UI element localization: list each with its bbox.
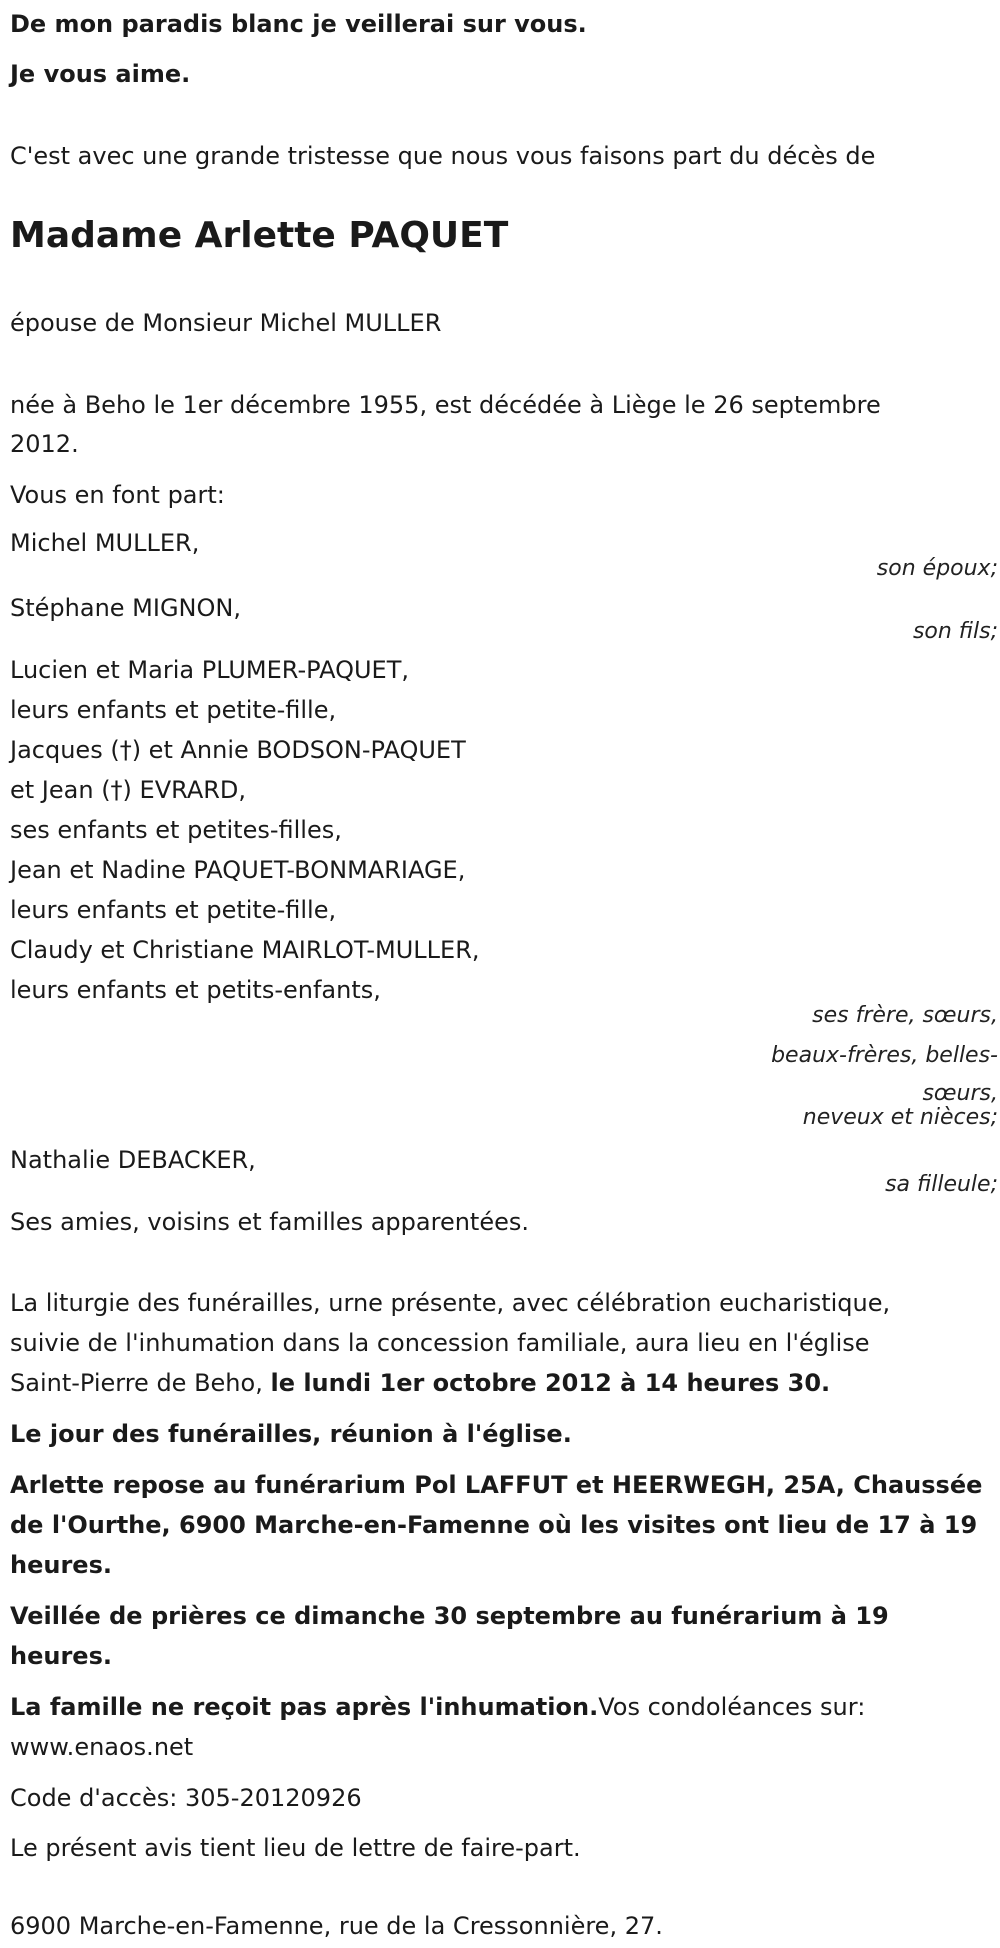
siblings-relation-line-2: beaux-frères, belles- (771, 1043, 998, 1068)
siblings-relation-line-4: neveux et nièces; (802, 1105, 998, 1130)
funeral-location: Saint-Pierre de Beho, (10, 1369, 271, 1397)
sibling-line-3: Jacques (†) et Annie BODSON-PAQUET (10, 736, 466, 764)
condolences-bold: La famille ne reçoit pas après l'inhumation. (10, 1693, 599, 1721)
intro-line-2: Je vous aime. (10, 60, 191, 88)
sibling-line-5: ses enfants et petites-filles, (10, 816, 342, 844)
others-text: Ses amies, voisins et familles apparentées. (10, 1208, 529, 1236)
sibling-line-8: Claudy et Christiane MAIRLOT-MULLER, (10, 936, 480, 964)
sibling-line-4: et Jean (†) EVRARD, (10, 776, 247, 804)
sibling-line-7: leurs enfants et petite-fille, (10, 896, 337, 924)
access-code: Code d'accès: 305-20120926 (10, 1784, 362, 1812)
sibling-line-2: leurs enfants et petite-fille, (10, 696, 337, 724)
goddaughter-name: Nathalie DEBACKER, (10, 1146, 256, 1174)
condolences-line (10, 1687, 865, 1727)
sibling-line-1: Lucien et Maria PLUMER-PAQUET, (10, 656, 410, 684)
husband-name: Michel MULLER, (10, 529, 200, 557)
siblings-relation-line-3: sœurs, (922, 1081, 998, 1106)
spouse-text: épouse de Monsieur Michel MULLER (10, 309, 442, 337)
birth-death-line-2: 2012. (10, 430, 79, 458)
vigil-line-1: Veillée de prières ce dimanche 30 septembre au funérarium à 19 (10, 1602, 889, 1630)
address-text: 6900 Marche-en-Famenne, rue de la Cressonnière, 27. (10, 1912, 663, 1940)
repose-line-2: de l'Ourthe, 6900 Marche-en-Famenne où les visites ont lieu de 17 à 19 (10, 1511, 978, 1539)
funeral-line-1: La liturgie des funérailles, urne présente, avec célébration eucharistique, (10, 1289, 891, 1317)
deceased-name: Madame Arlette PAQUET (10, 215, 509, 256)
notice-text: Le présent avis tient lieu de lettre de faire-part. (10, 1834, 581, 1862)
meeting-text: Le jour des funérailles, réunion à l'église. (10, 1420, 572, 1448)
intro-line-1: De mon paradis blanc je veillerai sur vous. (10, 10, 587, 38)
family-intro: Vous en font part: (10, 481, 225, 509)
funeral-line-3 (10, 1363, 830, 1403)
son-name: Stéphane MIGNON, (10, 594, 241, 622)
condolences-website-link[interactable]: www.enaos.net (10, 1733, 194, 1761)
repose-line-3: heures. (10, 1551, 112, 1579)
son-relation: son fils; (912, 619, 998, 644)
sibling-line-6: Jean et Nadine PAQUET-BONMARIAGE, (10, 856, 466, 884)
repose-line-1: Arlette repose au funérarium Pol LAFFUT et HEERWEGH, 25A, Chaussée (10, 1471, 983, 1499)
funeral-line-2: suivie de l'inhumation dans la concession familiale, aura lieu en l'église (10, 1329, 870, 1357)
birth-death-line-1: née à Beho le 1er décembre 1955, est décédée à Liège le 26 septembre (10, 391, 881, 419)
vigil-line-2: heures. (10, 1642, 112, 1670)
husband-relation: son époux; (876, 556, 998, 581)
siblings-relation-line-1: ses frère, sœurs, (812, 1003, 998, 1028)
goddaughter-relation: sa filleule; (885, 1172, 998, 1197)
announcement-text: C'est avec une grande tristesse que nous vous faisons part du décès de (10, 142, 876, 170)
sibling-line-9: leurs enfants et petits-enfants, (10, 976, 381, 1004)
condolences-normal: Vos condoléances sur: (598, 1693, 866, 1721)
funeral-date: le lundi 1er octobre 2012 à 14 heures 30. (270, 1369, 831, 1397)
